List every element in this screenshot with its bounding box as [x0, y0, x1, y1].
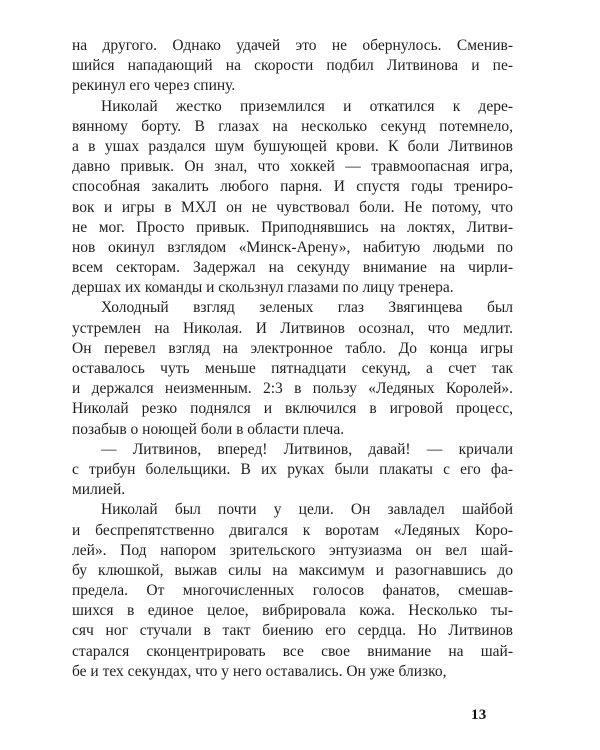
text-line: рекинул его через спину.	[72, 77, 236, 95]
text-line: на другого. Однако удачей это не обернулось. Сменив-	[72, 37, 513, 54]
text-line: дершах их команды и скользнул глазами по лицу тренера.	[72, 279, 454, 297]
text-line: с трибун болельщики. В их руках были плакаты с его фа-	[72, 460, 513, 478]
text-line: способная закалить любого парня. И спустя годы трениро-	[72, 178, 513, 196]
text-line: вянному борту. В глазах на несколько секунд потемнело,	[72, 117, 513, 135]
text-line: Холодный взгляд зеленых глаз Звягинцева был	[101, 299, 513, 317]
text-line: и беспрепятственно двигался к воротам «Ледяных Коро-	[72, 521, 513, 539]
text-line: сяч ног стучали в такт биению его сердца. Но Литвинов	[72, 622, 513, 640]
page-number: 13	[471, 707, 487, 723]
text-line: лей». Под напором зрительского энтузиазма он вел шай-	[72, 541, 513, 559]
page-text	[72, 36, 513, 682]
text-line: шийся нападающий на скорости подбил Литвинова и пе-	[72, 57, 513, 75]
text-line: и держался неизменным. 2:3 в пользу «Ледяных Королей».	[72, 380, 513, 398]
text-line: нов окинул взглядом «Минск-Арену», набитую людьми по	[72, 238, 513, 256]
text-line: Николай жестко приземлился и откатился к дере-	[101, 97, 513, 115]
text-line: предела. От многочисленных голосов фанатов, смешав-	[72, 582, 513, 600]
text-line: бу клюшкой, выжав силы на максимум и разогнавшись до	[72, 561, 513, 579]
text-line: Николай резко поднялся и включился в игровой процесс,	[72, 400, 513, 418]
text-line: Он перевел взгляд на электронное табло. До конца игры	[72, 339, 513, 357]
text-line: бе и тех секундах, что у него оставались. Он уже близко,	[72, 662, 447, 680]
text-line: старался сконцентрировать все свое внимание на шай-	[72, 642, 513, 660]
text-line: не мог. Просто привык. Приподнявшись на локтях, Литви-	[72, 218, 513, 236]
text-line: оставалось чуть меньше пятнадцати секунд, а счет так	[72, 360, 513, 377]
text-line: милией.	[72, 481, 126, 499]
text-line: шихся в единое целое, вибрировала кожа. Несколько ты-	[72, 602, 513, 620]
text-line: а в ушах раздался шум бушующей крови. К боли Литвинов	[72, 137, 513, 155]
text-line: Николай был почти у цели. Он завладел шайбой	[101, 501, 513, 519]
text-line: устремлен на Николая. И Литвинов осознал, что медлит.	[72, 319, 513, 337]
text-line: всем секторам. Задержал на секунду внимание на чирли-	[72, 259, 513, 277]
text-line: вок и игры в МХЛ он не чувствовал боли. Не потому, что	[72, 198, 513, 216]
text-line: давно привык. Он знал, что хоккей — травмоопасная игра,	[72, 158, 513, 176]
text-line: — Литвинов, вперед! Литвинов, давай! — кричали	[101, 440, 513, 458]
text-line: позабыв о ноющей боли в области плеча.	[72, 420, 345, 438]
